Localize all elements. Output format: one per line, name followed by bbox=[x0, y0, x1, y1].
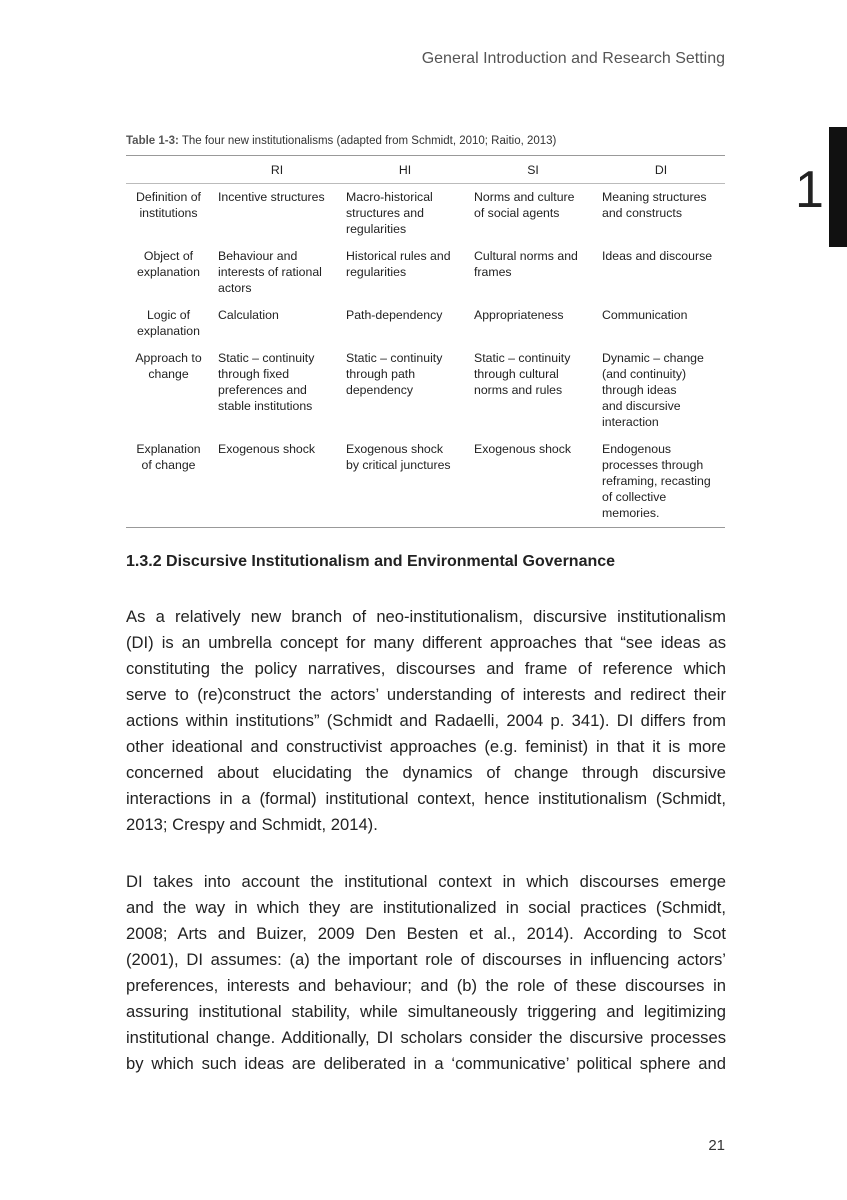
table-cell: Norms and culture of social agents bbox=[474, 190, 575, 220]
table-caption-label: Table 1-3: bbox=[126, 135, 179, 147]
text-line: As a relatively new branch of neo-institutionalism, discursive institutionalism bbox=[126, 607, 726, 626]
text-line: assuring institutional stability, while simultaneously triggering and legitimizing bbox=[126, 1002, 726, 1021]
section-heading: 1.3.2 Discursive Institutionalism and Environmental Governance bbox=[126, 553, 616, 570]
text-line: actions within institutions” (Schmidt and Radaelli, 2004 p. 341). DI differs from bbox=[126, 711, 726, 730]
row-label: Logic of explanation bbox=[137, 308, 200, 338]
table-cell: Incentive structures bbox=[218, 190, 325, 204]
table-caption-text: The four new institutionalisms (adapted from Schmidt, 2010; Raitio, 2013) bbox=[178, 135, 557, 147]
text-line: other ideational and constructivist approaches (e.g. feminist) in that it is more bbox=[126, 737, 726, 756]
text-line: institutional change. Additionally, DI scholars consider the discursive processes bbox=[126, 1028, 726, 1047]
text-line: concerned about elucidating the dynamics of change through discursive bbox=[126, 763, 726, 782]
table-cell: Behaviour and interests of rational actors bbox=[218, 249, 322, 295]
column-header: HI bbox=[341, 156, 469, 184]
table-row bbox=[126, 436, 725, 528]
institutionalisms-table bbox=[126, 155, 725, 528]
table-cell: Path-dependency bbox=[346, 308, 443, 322]
table-cell: Historical rules and regularities bbox=[346, 249, 451, 279]
running-head: General Introduction and Research Setting bbox=[421, 50, 725, 67]
table-header-row bbox=[126, 156, 725, 184]
table-cell: Appropriateness bbox=[474, 308, 564, 322]
row-label: Explanation of change bbox=[126, 436, 213, 528]
table-row bbox=[126, 184, 725, 244]
column-header bbox=[126, 156, 213, 184]
table-cell: Calculation bbox=[218, 308, 279, 322]
text-line: constituting the policy narratives, discourses and frame of reference which bbox=[126, 659, 726, 678]
text-line: and the way in which they are institutionalized in social practices (Schmidt, bbox=[126, 898, 726, 917]
text-line: interactions in a (formal) institutional context, hence institutionalism (Schmidt, bbox=[126, 789, 726, 808]
table-cell: Ideas and discourse bbox=[602, 249, 713, 263]
table-cell: Exogenous shock bbox=[469, 436, 597, 528]
column-header: DI bbox=[597, 156, 725, 184]
row-label: Approach to change bbox=[135, 351, 202, 381]
table-cell: Exogenous shock bbox=[213, 436, 341, 528]
table-cell: Meaning structures and constructs bbox=[602, 190, 707, 220]
text-line: 2008; Arts and Buizer, 2009 Den Besten et al., 2014). According to Scot bbox=[126, 924, 726, 943]
text-line: DI takes into account the institutional context in which discourses emerge bbox=[126, 872, 726, 891]
table-cell: Static – continuity through cultural norms and rules bbox=[474, 351, 571, 397]
paragraph-2 bbox=[126, 869, 726, 1077]
text-line: (DI) is an umbrella concept for many different approaches that “see ideas as bbox=[126, 633, 726, 652]
table-cell: Endogenous processes through reframing, recasting of collective memories. bbox=[597, 436, 725, 528]
column-header: SI bbox=[469, 156, 597, 184]
table-cell: Exogenous shock by critical junctures bbox=[341, 436, 469, 528]
text-line: by which such ideas are deliberated in a ‘communicative’ political sphere and bbox=[126, 1054, 726, 1073]
table-cell: Dynamic – change (and continuity) through ideas and discursive interaction bbox=[602, 351, 704, 429]
table-cell: Macro-historical structures and regularities bbox=[346, 190, 433, 236]
table-row bbox=[126, 243, 725, 302]
row-label: Object of explanation bbox=[137, 249, 200, 279]
text-line: (2001), DI assumes: (a) the important role of discourses in influencing actors’ bbox=[126, 950, 726, 969]
table-row bbox=[126, 345, 725, 436]
table-row bbox=[126, 302, 725, 345]
table-cell: Static – continuity through fixed preferences and stable institutions bbox=[218, 351, 315, 413]
text-line: preferences, interests and behaviour; and (b) the role of these discourses in bbox=[126, 976, 726, 995]
table-cell: Communication bbox=[602, 308, 688, 322]
chapter-tab bbox=[829, 127, 847, 247]
table-cell: Cultural norms and frames bbox=[474, 249, 578, 279]
table-caption bbox=[126, 135, 556, 147]
page-number: 21 bbox=[708, 1137, 725, 1154]
row-label: Definition of institutions bbox=[136, 190, 201, 220]
paragraph-1 bbox=[126, 604, 726, 838]
text-line: serve to (re)construct the actors’ understanding of interests and redirect their bbox=[126, 685, 726, 704]
text-line: 2013; Crespy and Schmidt, 2014). bbox=[126, 815, 378, 834]
table-cell: Static – continuity through path dependency bbox=[346, 351, 443, 397]
column-header: RI bbox=[213, 156, 341, 184]
chapter-number: 1 bbox=[795, 161, 824, 219]
